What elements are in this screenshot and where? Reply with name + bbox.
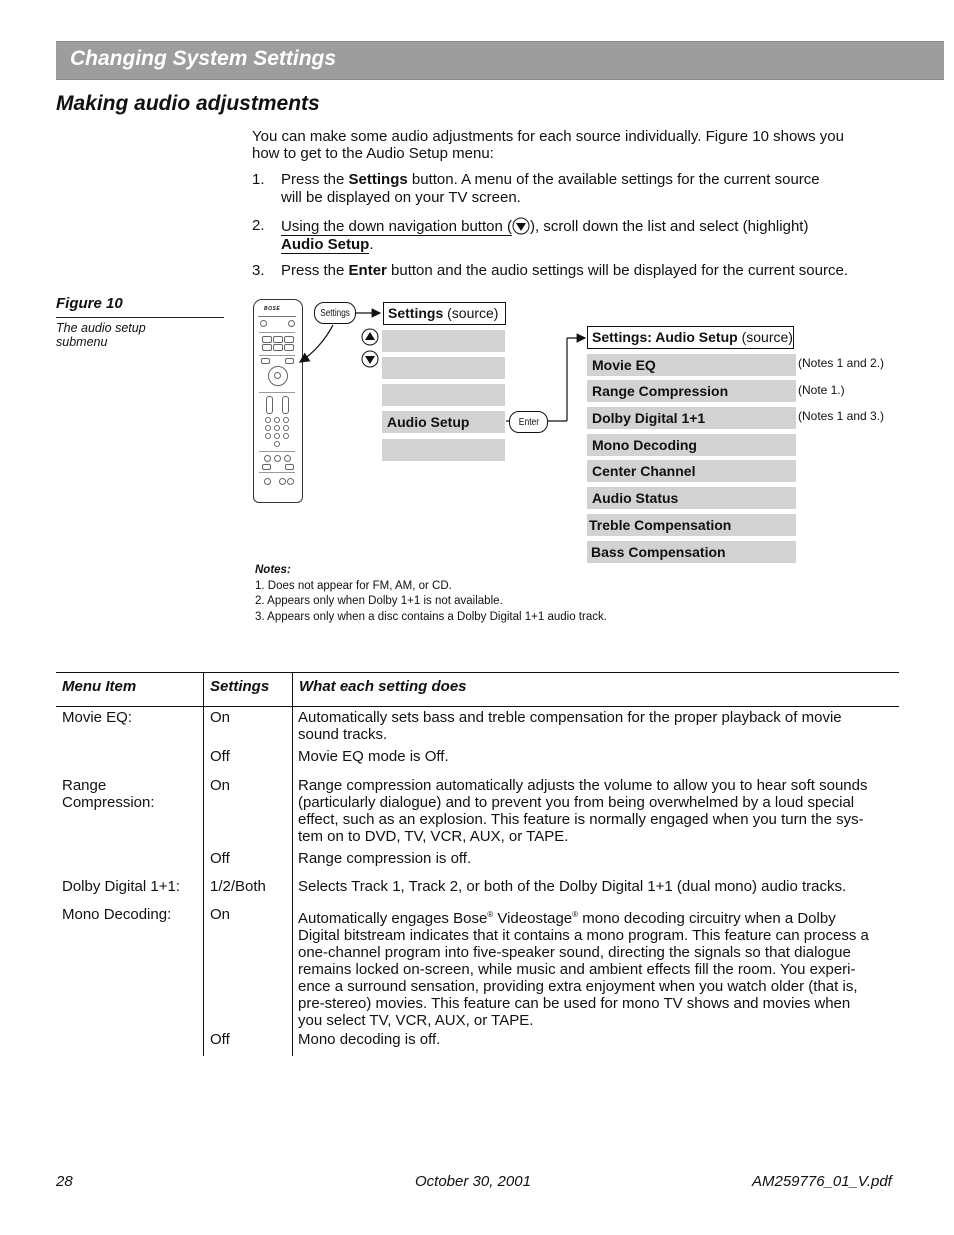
item-note: (Note 1.) <box>798 383 845 397</box>
banner-title: Changing System Settings <box>70 47 337 70</box>
table-header-rule <box>56 706 899 707</box>
step-3-number: 3. <box>252 262 265 279</box>
table-cell-menu-item: Mono Decoding: <box>62 906 172 923</box>
table-cell-description: Range compression is off. <box>298 850 472 867</box>
up-arrow-icon <box>361 328 379 346</box>
table-cell-setting: On <box>210 709 231 726</box>
audio-menu-item-range-compression: Range Compression <box>587 380 796 402</box>
figure-notes <box>255 563 607 625</box>
notes-title: Notes: <box>255 564 291 576</box>
audio-menu-item-dolby-digital: Dolby Digital 1+1 <box>587 407 796 429</box>
audio-menu-item-center-channel: Center Channel <box>587 460 796 482</box>
table-cell-setting: Off <box>210 1031 230 1048</box>
audio-menu-item-bass-compensation: Bass Compensation <box>587 541 796 563</box>
step-3-text: Press the Enter button and the audio settings will be displayed for the current source. <box>281 262 848 279</box>
figure-label: Figure 10 <box>56 295 123 312</box>
table-cell-menu-item: Dolby Digital 1+1: <box>62 878 180 895</box>
settings-menu-item <box>382 384 505 406</box>
table-cell-menu-item: Movie EQ: <box>62 709 133 726</box>
footer-date: October 30, 2001 <box>415 1173 531 1190</box>
audio-menu-item-treble-compensation: Treble Compensation <box>587 514 796 536</box>
enter-button <box>509 411 548 433</box>
table-header-menu-item: Menu Item <box>62 678 137 695</box>
remote-brand-logo: BOSE <box>264 306 281 312</box>
settings-button-label: Settings <box>320 308 350 319</box>
table-cell-description: Automatically engages Bose® Videostage® mono decoding circuitry when a Dolby Digital bitstream indicates that it contains a mono program. This feature can process a one-channel program into five-speaker sound, directing the signals so that dialogue remains locked on-screen, while music and ambient effects fill the room. You experi- ence a surround sensation, providing extra enjoyment when you watch older (that is, pre-stereo) movies. This feature can be used for mono TV shows and movies when you select TV, VCR, AUX, or TAPE. <box>298 910 869 1029</box>
settings-menu-item <box>382 357 505 379</box>
table-cell-description: Selects Track 1, Track 2, or both of the Dolby Digital 1+1 (dual mono) audio tracks. <box>298 878 847 895</box>
settings-menu-title: Settings (source) <box>383 302 506 325</box>
figure-caption: The audio setup submenu <box>56 321 146 349</box>
step-1-line-2: will be displayed on your TV screen. <box>281 189 521 206</box>
table-cell-description: Range compression automatically adjusts the volume to allow you to hear soft sounds (particularly dialogue) and to prevent you from being overwhelmed by a loud special effect, such as an explosion. This feature is normally engaged when you turn the sys- tem on to DVD, TV, VCR, AUX, or TAPE. <box>298 777 868 845</box>
intro-line-1: You can make some audio adjustments for each source individually. Figure 10 shows you <box>252 128 844 145</box>
table-top-rule <box>56 672 899 673</box>
settings-menu-item-audio-setup: Audio Setup <box>382 411 505 433</box>
table-column-rule <box>203 672 204 1056</box>
audio-setup-menu-title: Settings: Audio Setup (source) <box>587 326 794 349</box>
note-item: 2. Appears only when Dolby 1+1 is not available. <box>255 595 503 607</box>
settings-menu-item <box>382 439 505 461</box>
down-arrow-icon <box>361 350 379 368</box>
table-column-rule <box>292 672 293 1056</box>
settings-button <box>314 302 356 324</box>
step-2-line-2: Audio Setup. <box>281 236 374 253</box>
step-2-text: Using the down navigation button ( ), scroll down the list and select (highlight) <box>281 218 809 235</box>
item-note: (Notes 1 and 2.) <box>798 356 885 370</box>
note-item: 3. Appears only when a disc contains a Dolby Digital 1+1 audio track. <box>255 610 607 623</box>
intro-line-2: how to get to the Audio Setup menu: <box>252 145 494 162</box>
step-1-number: 1. <box>252 171 265 188</box>
item-note: (Notes 1 and 3.) <box>798 409 885 423</box>
table-cell-setting: On <box>210 906 231 923</box>
table-cell-setting: Off <box>210 748 230 765</box>
footer-filename: AM259776_01_V.pdf <box>752 1173 892 1190</box>
table-cell-description: Mono decoding is off. <box>298 1031 441 1048</box>
table-cell-setting: 1/2/Both <box>210 878 266 895</box>
step-2-number: 2. <box>252 217 265 234</box>
page-title: Making audio adjustments <box>56 92 320 115</box>
table-header-description: What each setting does <box>299 678 467 695</box>
audio-menu-item-audio-status: Audio Status <box>587 487 796 509</box>
enter-button-label: Enter <box>518 417 539 428</box>
table-cell-setting: On <box>210 777 231 794</box>
table-cell-setting: Off <box>210 850 230 867</box>
step-1-text: Press the Settings button. A menu of the available settings for the current source <box>281 171 820 188</box>
settings-menu-item <box>382 330 505 352</box>
page-number: 28 <box>56 1173 73 1190</box>
table-cell-menu-item: Range Compression: <box>62 777 155 811</box>
table-cell-description: Movie EQ mode is Off. <box>298 748 449 765</box>
audio-menu-item-mono-decoding: Mono Decoding <box>587 434 796 456</box>
table-cell-description: Automatically sets bass and treble compensation for the proper playback of movie sound tracks. <box>298 709 842 743</box>
note-item: 1. Does not appear for FM, AM, or CD. <box>255 579 452 592</box>
audio-menu-item-movie-eq: Movie EQ <box>587 354 796 376</box>
callout-arrow <box>300 325 333 362</box>
table-header-settings: Settings <box>210 678 270 695</box>
